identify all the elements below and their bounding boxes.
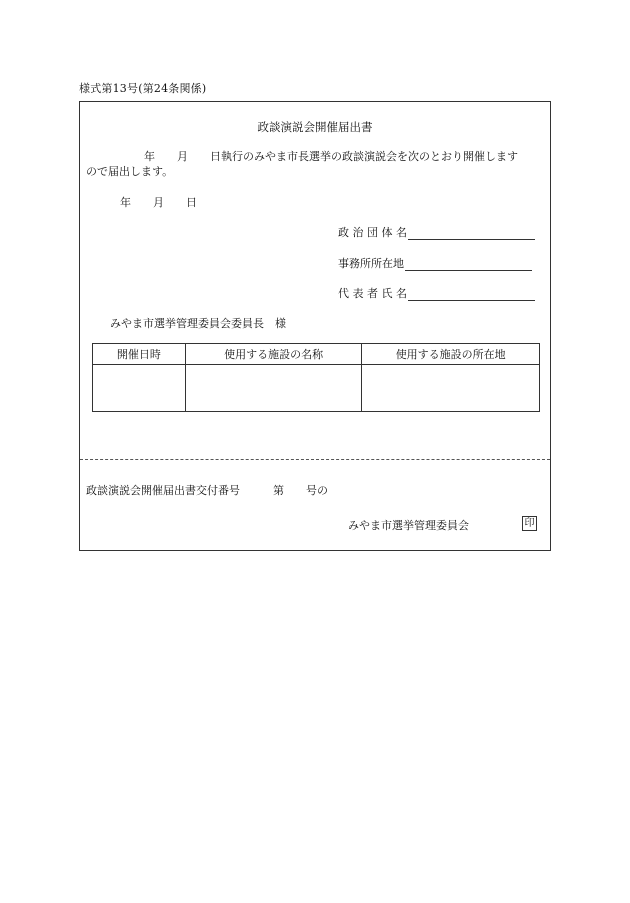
- cut-line-divider: [80, 459, 550, 460]
- office-address-input-line[interactable]: [405, 258, 532, 271]
- venue-table-header-row: [93, 344, 540, 365]
- office-address-field: [338, 255, 532, 271]
- committee-name: みやま市選挙管理委員会: [348, 519, 469, 532]
- representative-field: [338, 285, 535, 301]
- venue-table: [92, 343, 540, 412]
- political-group-label: 政 治 団 体 名: [338, 226, 407, 239]
- issue-number-line: 政談演説会開催届出書交付番号 第 号の: [86, 484, 328, 497]
- facility-address-cell[interactable]: [362, 365, 540, 412]
- header-datetime: 開催日時: [93, 344, 186, 365]
- political-group-input-line[interactable]: [408, 227, 535, 240]
- header-facility-address: 使用する施設の所在地: [362, 344, 540, 365]
- table-row: [93, 365, 540, 412]
- intro-text-line-1: 年 月 日執行のみやま市長選挙の政談演説会を次のとおり開催します: [144, 150, 518, 163]
- form-number-label: 様式第13号(第24条関係): [79, 82, 207, 95]
- datetime-cell[interactable]: [93, 365, 186, 412]
- representative-label: 代 表 者 氏 名: [338, 287, 407, 300]
- facility-name-cell[interactable]: [185, 365, 362, 412]
- submission-date: 年 月 日: [120, 196, 197, 209]
- form-title: 政談演説会開催届出書: [257, 120, 373, 134]
- addressee: みやま市選挙管理委員会委員長 様: [110, 317, 286, 330]
- notification-form: [79, 101, 551, 551]
- header-facility-name: 使用する施設の名称: [185, 344, 362, 365]
- representative-input-line[interactable]: [408, 288, 535, 301]
- intro-text-line-2: ので届出します。: [86, 165, 174, 178]
- office-address-label: 事務所所在地: [338, 257, 404, 270]
- seal-mark: 印: [522, 516, 537, 531]
- political-group-field: [338, 224, 535, 240]
